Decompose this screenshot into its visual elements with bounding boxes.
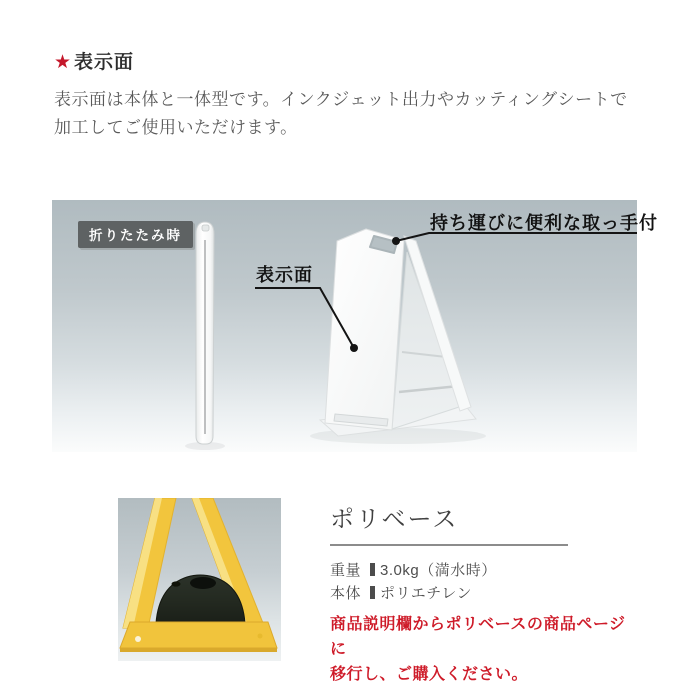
- folded-sign-panel: [196, 222, 214, 444]
- folded-state-badge: 折りたたみ時: [78, 221, 193, 248]
- dome-side-hole: [172, 581, 181, 586]
- spec-row-weight: [330, 559, 630, 582]
- display-surface-callout: 表示面: [256, 265, 313, 285]
- a-frame-sign: [320, 229, 476, 436]
- polybase-title: ポリベース: [330, 497, 568, 546]
- polybase-photo: [118, 498, 281, 661]
- spec-label: 重量: [330, 562, 362, 579]
- section-description: [54, 86, 660, 142]
- spec-separator-bar: [370, 586, 375, 599]
- polybase-illustration: [118, 498, 281, 661]
- spec-row-body: [330, 582, 630, 605]
- surface-callout-dot: [350, 344, 358, 352]
- dome-center-hole: [190, 577, 216, 589]
- polybase-specs: [330, 559, 630, 605]
- description-line: 加工してご使用いただけます。: [54, 118, 298, 137]
- spec-value: 3.0kg（満水時）: [380, 562, 497, 579]
- section-heading-label: 表示面: [74, 52, 135, 73]
- section-heading: [54, 47, 134, 74]
- spec-label: 本体: [330, 585, 362, 602]
- spec-separator-bar: [370, 563, 375, 576]
- spec-value: ポリエチレン: [380, 585, 473, 602]
- polybase-info: [330, 497, 630, 687]
- yellow-base-plate: [120, 622, 277, 652]
- notice-line: 商品説明欄からポリベースの商品ページに: [330, 616, 626, 658]
- front-panel: [325, 229, 404, 430]
- handle-callout-dot: [392, 237, 400, 245]
- star-icon: ★: [54, 52, 73, 73]
- handle-callout: 持ち運びに便利な取っ手付: [430, 213, 658, 233]
- notice-line: 移行し、ご購入ください。: [330, 666, 529, 683]
- product-photo-main: [52, 200, 658, 452]
- description-line: 表示面は本体と一体型です。インクジェット出力やカッティングシートで: [54, 90, 628, 109]
- polybase-purchase-notice: [330, 612, 630, 687]
